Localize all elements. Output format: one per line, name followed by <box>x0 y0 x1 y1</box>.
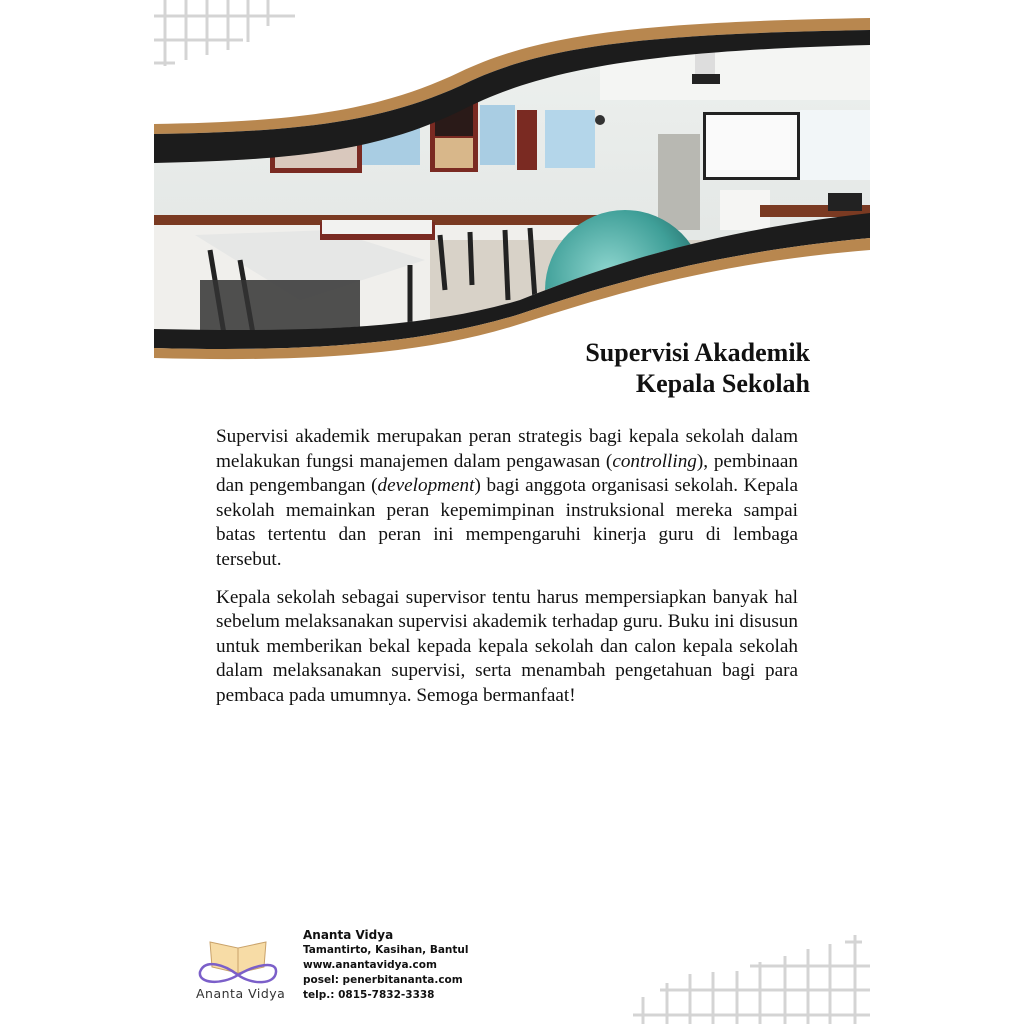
publisher-email: posel: penerbitananta.com <box>303 974 463 986</box>
publisher-logo <box>200 942 276 982</box>
publisher-name: Ananta Vidya <box>303 928 394 942</box>
text: ), pembinaan dan pengembangan ( <box>216 450 798 497</box>
synopsis-paragraph-2: Kepala sekolah sebagai supervisor tentu harus mempersiapkan banyak hal sebelum melaksanakan supervisi akademik terhadap guru. Buku ini disusun untuk memberikan bekal kepada kepala sekolah dan calon kepala sekolah dalam melaksanakan supervisi, serta menambah pengetahuan bagi para pembaca pada umumnya. Semoga bermanfaat! <box>216 586 798 706</box>
publisher-address: Tamantirto, Kasihan, Bantul <box>303 944 469 956</box>
text: ) bagi anggota organisasi sekolah. Kepala sekolah memainkan peran kepemimpinan instruksional mereka sampai batas tertentu dan peran ini mempengaruhi kinerja guru di lembaga tersebut. <box>216 475 798 570</box>
book-title-line-1: Supervisi Akademik <box>585 338 810 367</box>
synopsis <box>216 425 798 722</box>
italic-term: development <box>377 475 475 497</box>
publisher-info <box>303 928 468 1003</box>
publisher-phone: telp.: 0815-7832-3338 <box>303 989 435 1001</box>
grid-decoration-bottom <box>633 935 870 1024</box>
book-title-line-2: Kepala Sekolah <box>635 369 810 398</box>
publisher-website: www.anantavidya.com <box>303 959 437 971</box>
synopsis-paragraph-1 <box>216 425 798 573</box>
grid-decoration-top <box>154 0 295 66</box>
italic-term: controlling <box>612 450 697 472</box>
text: Supervisi akademik merupakan peran strategis bagi kepala sekolah dalam melakukan fungsi manajemen dalam pengawasan ( <box>216 426 798 472</box>
logo-text: Ananta Vidya <box>196 986 286 1001</box>
